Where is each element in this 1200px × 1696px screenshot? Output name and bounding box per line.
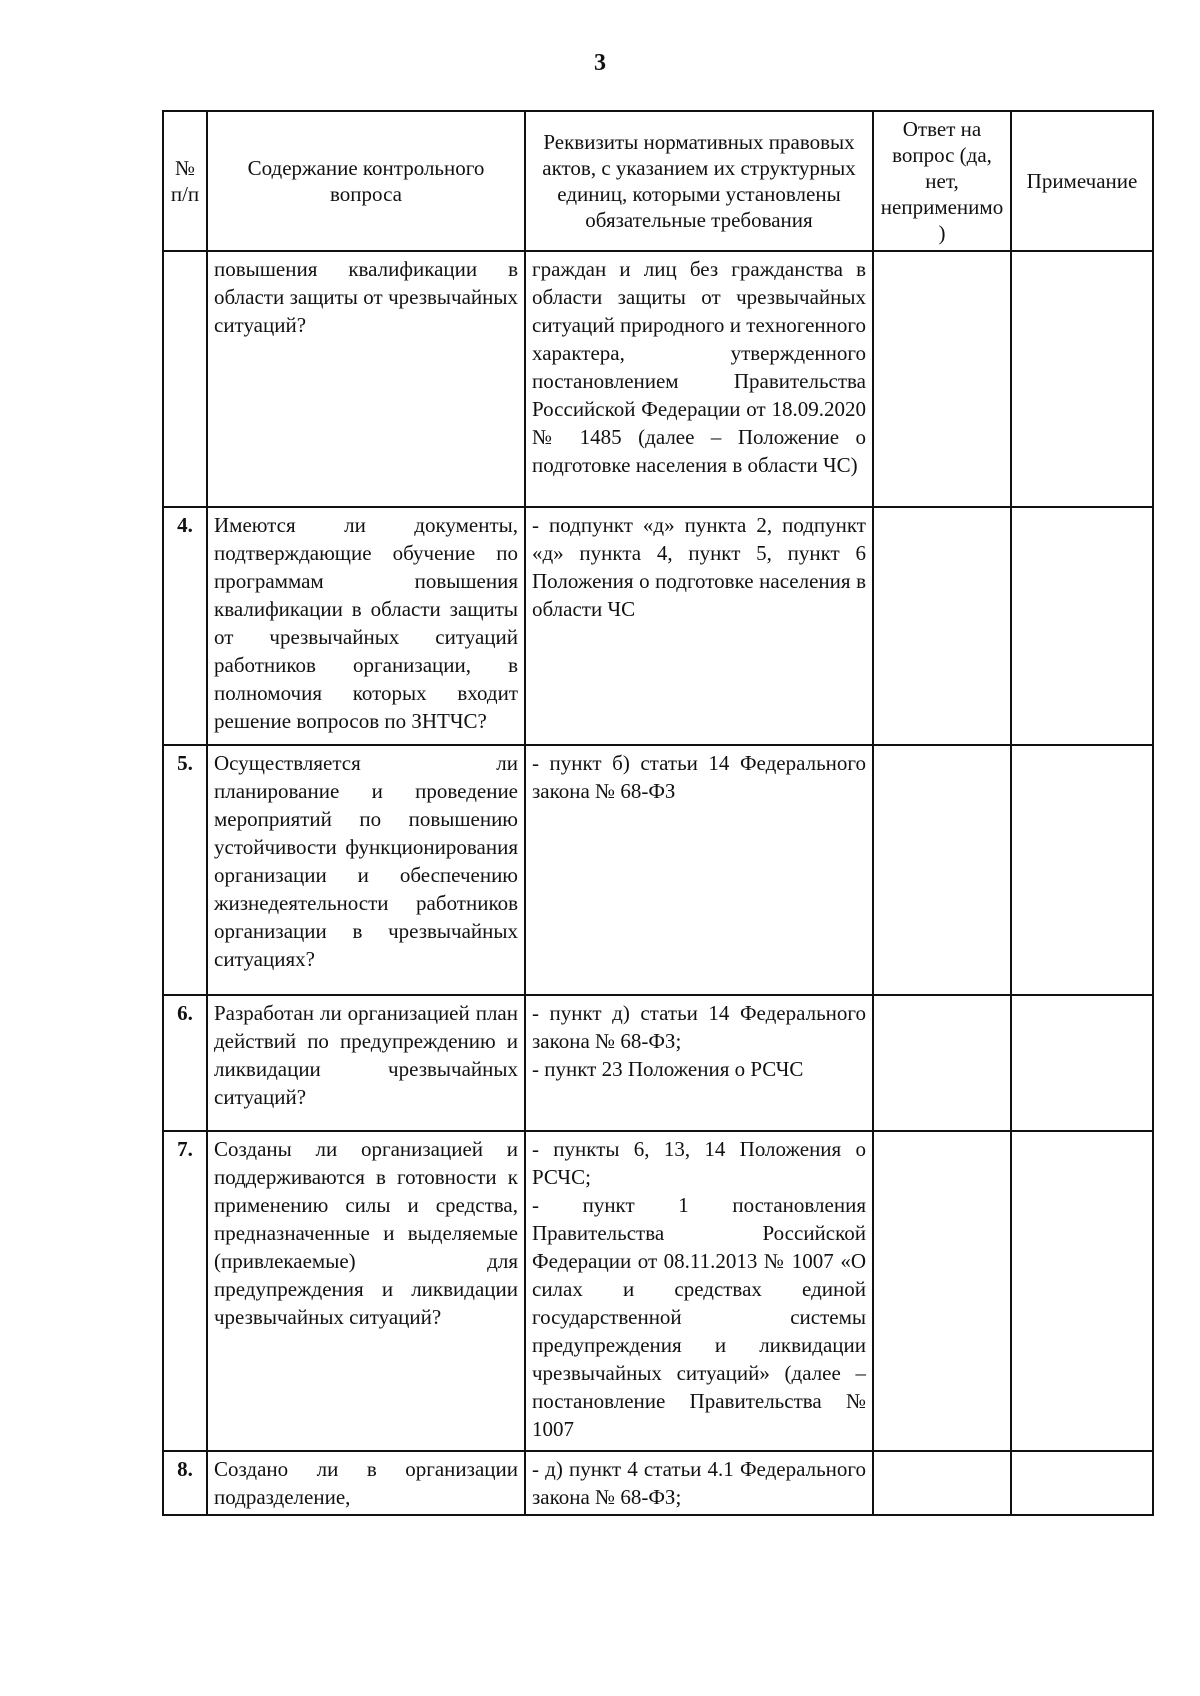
row-note: [1011, 1131, 1153, 1451]
row-note: [1011, 507, 1153, 745]
header-num: № п/п: [163, 111, 207, 251]
row-question: Осуществляется ли планирование и проведение мероприятий по повышению устойчивости функционирования организации и обеспечению жизнедеятельности работников организации в чрезвычайных ситуациях?: [207, 745, 525, 995]
row-number: 5.: [163, 745, 207, 995]
table-row: [163, 1131, 1153, 1451]
header-content: Содержание контрольного вопроса: [207, 111, 525, 251]
row-number: [163, 251, 207, 507]
table-row: [163, 507, 1153, 745]
control-questions-table: [162, 110, 1154, 1516]
row-question: Создано ли в организации подразделение,: [207, 1451, 525, 1515]
row-note: [1011, 251, 1153, 507]
row-number: 6.: [163, 995, 207, 1131]
row-note: [1011, 1451, 1153, 1515]
row-answer: [873, 1131, 1011, 1451]
row-requisites: [525, 251, 873, 507]
row-question: Имеются ли документы, подтверждающие обучение по программам повышения квалификации в области защиты от чрезвычайных ситуаций работников организации, в полномочия которых входит решение вопросов по ЗНТЧС?: [207, 507, 525, 745]
requisite-line: - пункт д) статьи 14 Федерального закона № 68-ФЗ;: [532, 1001, 866, 1053]
requisite-line: - д) пункт 4 статьи 4.1 Федерального закона № 68-ФЗ;: [532, 1457, 866, 1509]
row-answer: [873, 1451, 1011, 1515]
row-requisites: [525, 1451, 873, 1515]
row-requisites: [525, 995, 873, 1131]
table-row: [163, 745, 1153, 995]
header-requisites: Реквизиты нормативных правовых актов, с указанием их структурных единиц, которыми установлены обязательные требования: [525, 111, 873, 251]
row-requisites: [525, 745, 873, 995]
row-number: 8.: [163, 1451, 207, 1515]
page-number: 3: [594, 50, 606, 76]
row-requisites: [525, 1131, 873, 1451]
header-answer: Ответ на вопрос (да, нет, неприменимо): [873, 111, 1011, 251]
row-note: [1011, 745, 1153, 995]
table-header-row: [163, 111, 1153, 251]
table-row: [163, 251, 1153, 507]
row-number: 4.: [163, 507, 207, 745]
table-row: [163, 1451, 1153, 1515]
requisite-line: - пункты 6, 13, 14 Положения о РСЧС;: [532, 1137, 866, 1189]
requisite-line: - подпункт «д» пункта 2, подпункт «д» пункта 4, пункт 5, пункт 6 Положения о подготовке населения в области ЧС: [532, 513, 866, 621]
row-number: 7.: [163, 1131, 207, 1451]
row-answer: [873, 507, 1011, 745]
row-question: Разработан ли организацией план действий по предупреждению и ликвидации чрезвычайных ситуаций?: [207, 995, 525, 1131]
row-question: Созданы ли организацией и поддерживаются в готовности к применению силы и средства, предназначенные и выделяемые (привлекаемые) для предупреждения и ликвидации чрезвычайных ситуаций?: [207, 1131, 525, 1451]
row-question: повышения квалификации в области защиты от чрезвычайных ситуаций?: [207, 251, 525, 507]
row-answer: [873, 995, 1011, 1131]
table-row: [163, 995, 1153, 1131]
row-note: [1011, 995, 1153, 1131]
requisite-line: граждан и лиц без гражданства в области защиты от чрезвычайных ситуаций природного и техногенного характера, утвержденного постановлением Правительства Российской Федерации от 18.09.2020 № 1485 (далее – Положение о подготовке населения в области ЧС): [532, 257, 866, 477]
requisite-line: - пункт 23 Положения о РСЧС: [532, 1057, 804, 1081]
requisite-line: - пункт 1 постановления Правительства Российской Федерации от 08.11.2013 № 1007 «О силах и средствах единой государственной системы предупреждения и ликвидации чрезвычайных ситуаций» (далее – постановление Правительства № 1007: [532, 1193, 866, 1441]
header-note: Примечание: [1011, 111, 1153, 251]
row-answer: [873, 251, 1011, 507]
row-answer: [873, 745, 1011, 995]
row-requisites: [525, 507, 873, 745]
requisite-line: - пункт б) статьи 14 Федерального закона № 68-ФЗ: [532, 751, 866, 803]
